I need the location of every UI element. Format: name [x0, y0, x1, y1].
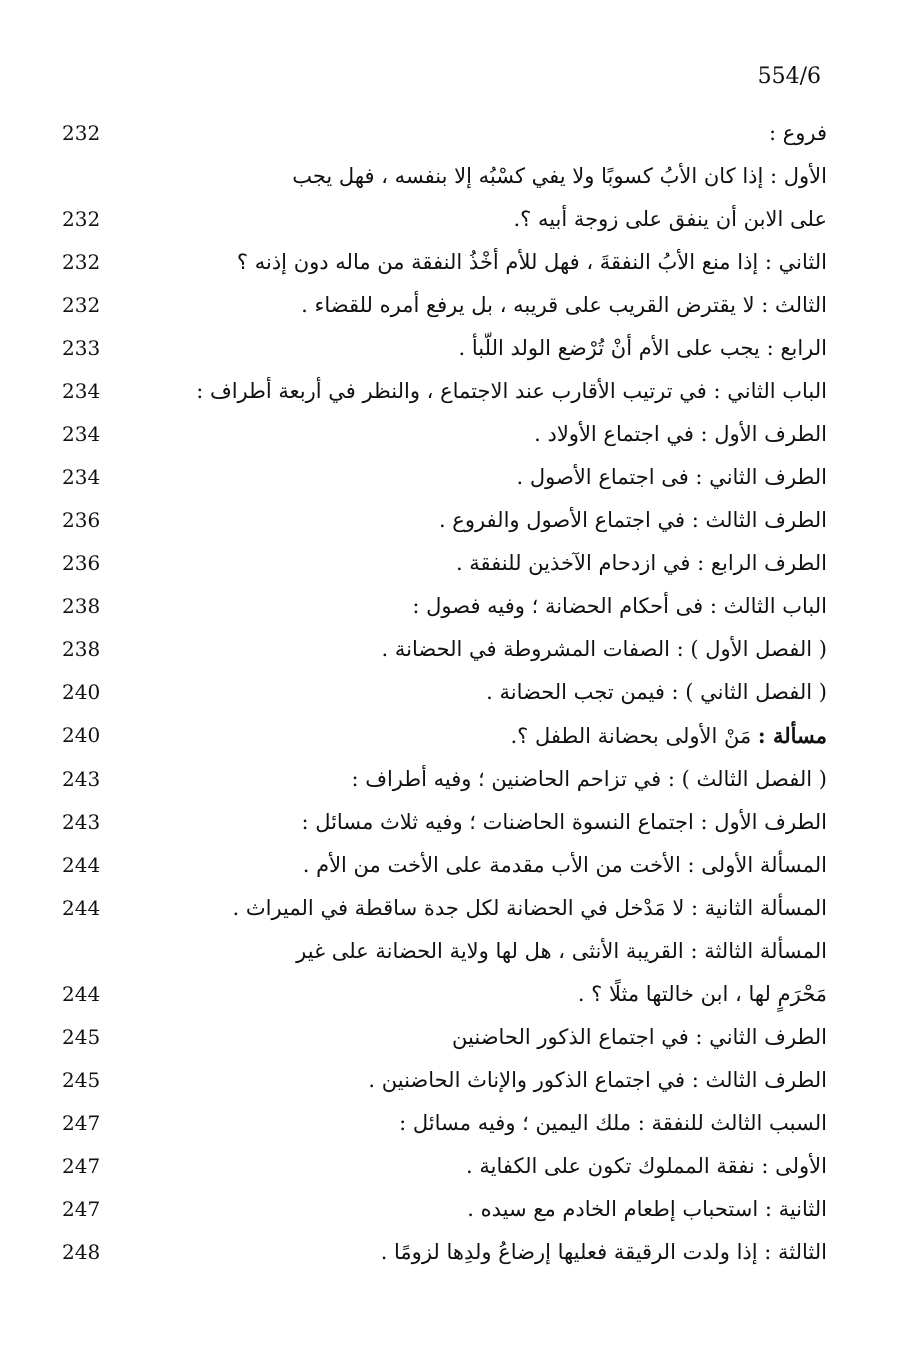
toc-page-number: 232 — [62, 121, 101, 145]
toc-page-number: 247 — [62, 1197, 101, 1221]
toc-entry — [50, 671, 827, 714]
toc-entry — [50, 887, 827, 930]
toc-page-number: 234 — [62, 379, 101, 403]
toc-entry-title: الطرف الأول : في اجتماع الأولاد . — [534, 422, 827, 446]
toc-entry — [50, 758, 827, 801]
toc-entry-text: مَنْ الأولى بحضانة الطفل ؟. — [510, 724, 758, 748]
toc-entry — [50, 714, 827, 758]
toc-page-number: 243 — [62, 810, 101, 834]
toc-entry-title: ( الفصل الثاني ) : فيمن تجب الحضانة . — [486, 680, 827, 704]
toc-entry — [50, 413, 827, 456]
toc-entry-title: الباب الثالث : فى أحكام الحضانة ؛ وفيه فصول : — [412, 594, 827, 618]
toc-entry-title: المسألة الأولى : الأخت من الأب مقدمة على الأخت من الأم . — [302, 853, 827, 877]
toc-entry — [50, 844, 827, 887]
toc-entry — [50, 456, 827, 499]
toc-page-number: 234 — [62, 465, 101, 489]
toc-page-number: 247 — [62, 1111, 101, 1135]
toc-page-number: 233 — [62, 336, 101, 360]
toc-page-number: 236 — [62, 551, 101, 575]
toc-entry-title: الطرف الثالث : في اجتماع الذكور والإناث الحاضنين . — [368, 1068, 827, 1092]
toc-entry — [50, 1102, 827, 1145]
toc-page-number: 247 — [62, 1154, 101, 1178]
toc-entry-title: الطرف الثاني : في اجتماع الذكور الحاضنين — [452, 1025, 827, 1049]
toc-entry — [50, 284, 827, 327]
toc-page-number: 238 — [62, 637, 101, 661]
toc-entry-title: الرابع : يجب على الأم أنْ تُرْضع الولد اللّبأ . — [458, 336, 827, 360]
toc-entry — [50, 112, 827, 155]
toc-entry — [50, 801, 827, 844]
toc-entry — [50, 1188, 827, 1231]
toc-page-number: 245 — [62, 1025, 101, 1049]
toc-entry — [50, 1059, 827, 1102]
toc-entry — [50, 327, 827, 370]
toc-entry-title: فروع : — [768, 121, 827, 145]
toc-entry — [50, 930, 827, 1016]
toc-page-number: 232 — [62, 250, 101, 274]
toc-page-number: 238 — [62, 594, 101, 618]
toc-entry-title: ( الفصل الثالث ) : في تزاحم الحاضنين ؛ وفيه أطراف : — [351, 767, 827, 791]
toc-entry-title: الطرف الرابع : في ازدحام الآخذين للنفقة . — [455, 551, 827, 575]
toc-page-number: 240 — [62, 680, 101, 704]
toc-page-number: 234 — [62, 422, 101, 446]
toc-entry-title: الطرف الثالث : في اجتماع الأصول والفروع . — [438, 508, 827, 532]
toc-entry — [50, 499, 827, 542]
toc-entry — [50, 241, 827, 284]
toc-entry — [50, 155, 827, 241]
toc-entry-title: الثالثة : إذا ولدت الرقيقة فعليها إرضاعُ ولدِها لزومًا . — [380, 1240, 827, 1264]
toc-page-number: 243 — [62, 767, 101, 791]
toc-entry — [50, 1145, 827, 1188]
toc-entry-title: الطرف الأول : اجتماع النسوة الحاضنات ؛ وفيه ثلاث مسائل : — [301, 810, 827, 834]
toc-entry-title: الثانية : استحباب إطعام الخادم مع سيده . — [467, 1197, 827, 1221]
toc-entry — [50, 585, 827, 628]
toc-entry — [50, 1231, 827, 1274]
toc-page-number: 244 — [62, 896, 101, 920]
toc-entry-title: السبب الثالث للنفقة : ملك اليمين ؛ وفيه مسائل : — [399, 1111, 827, 1135]
toc-page-number: 244 — [62, 982, 101, 1006]
toc-page-number: 245 — [62, 1068, 101, 1092]
table-of-contents — [50, 112, 827, 1274]
toc-page-number: 248 — [62, 1240, 101, 1264]
toc-page-number: 236 — [62, 508, 101, 532]
toc-entry — [50, 370, 827, 413]
toc-entry-title — [130, 714, 827, 758]
toc-page-number: 240 — [62, 723, 101, 747]
toc-entry-title: المسألة الثانية : لا مَدْخل في الحضانة لكل جدة ساقطة في الميراث . — [232, 896, 827, 920]
toc-entry-title: ( الفصل الأول ) : الصفات المشروطة في الحضانة . — [381, 637, 827, 661]
toc-entry — [50, 542, 827, 585]
page-reference: 554/6 — [757, 64, 821, 89]
toc-entry-title: الطرف الثاني : فى اجتماع الأصول . — [516, 465, 827, 489]
toc-entry-title: المسألة الثالثة : القريبة الأنثى ، هل لها ولاية الحضانة على غير مَحْرَمٍ لها ، ابن خالتها مثلًا ؟ . — [296, 939, 827, 1006]
toc-entry-title: الأولى : نفقة المملوك تكون على الكفاية . — [466, 1154, 827, 1178]
toc-entry — [50, 628, 827, 671]
toc-page-number: 232 — [62, 207, 101, 231]
toc-entry-title: الثاني : إذا منع الأبُ النفقةَ ، فهل للأم أخْذُ النفقة من ماله دون إذنه ؟ — [236, 250, 827, 274]
toc-page-number: 244 — [62, 853, 101, 877]
issue-label: مسألة : — [757, 723, 827, 748]
toc-entry-title: الباب الثاني : في ترتيب الأقارب عند الاجتماع ، والنظر في أربعة أطراف : — [196, 379, 827, 403]
toc-entry-title: الثالث : لا يقترض القريب على قريبه ، بل يرفع أمره للقضاء . — [301, 293, 827, 317]
toc-entry — [50, 1016, 827, 1059]
toc-entry-title: الأول : إذا كان الأبُ كسوبًا ولا يفي كسْبُه إلا بنفسه ، فهل يجب على الابن أن ينفق على زوجة أبيه ؟. — [292, 164, 827, 231]
toc-page-number: 232 — [62, 293, 101, 317]
